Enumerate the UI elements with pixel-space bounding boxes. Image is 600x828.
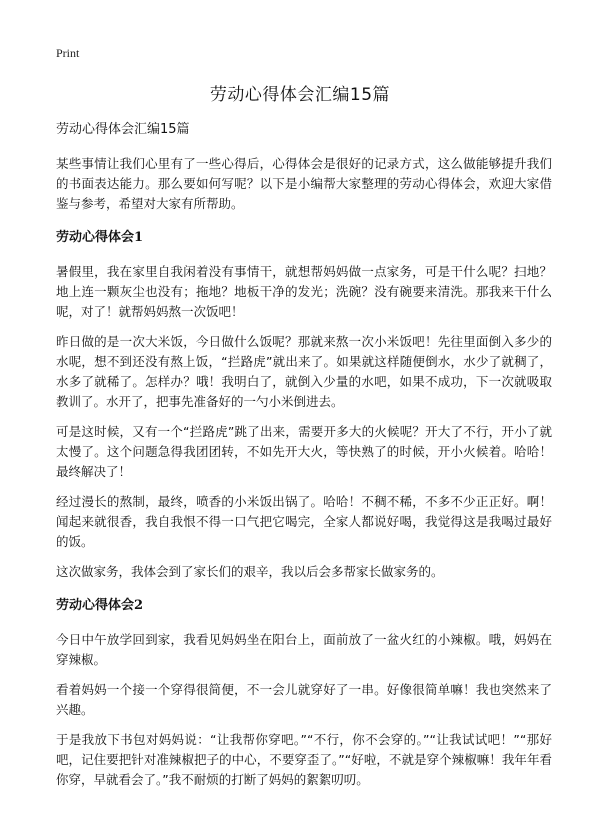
paragraph: 经过漫长的熬制，最终，喷香的小米饭出锅了。哈哈！不稠不稀，不多不少正正好。啊！闻起来就很香，我自我恨不得一口气把它喝完，全家人都说好喝，我觉得这是我喝过最好的饭。 [56, 494, 552, 549]
paragraph: 于是我放下书包对妈妈说：“让我帮你穿吧。”“不行，你不会穿的。”“让我试试吧！”“那好吧，记住要把针对准辣椒把子的中心，不要穿歪了。”“好啦，不就是穿个辣椒嘛！我年年看你穿，早就看会了。”我不耐烦的打断了妈妈的絮絮叨叨。 [56, 732, 552, 787]
section-heading: 劳动心得体会2 [56, 598, 144, 613]
intro-paragraph: 某些事情让我们心里有了一些心得后，心得体会是很好的记录方式，这么做能够提升我们的书面表达能力。那么要如何写呢？以下是小编帮大家整理的劳动心得体会，欢迎大家借鉴与参考，希望对大家有所帮助。 [56, 156, 552, 211]
paragraph: 暑假里，我在家里自我闲着没有事情干，就想帮妈妈做一点家务，可是干什么呢？扫地？地上连一颗灰尘也没有；拖地？地板干净的发光；洗碗？没有碗要来清洗。那我来干什么呢，对了！就帮妈妈熬一次饭吧！ [56, 264, 552, 319]
page-title: 劳动心得体会汇编15篇 [209, 85, 391, 105]
print-label[interactable]: Print [56, 46, 80, 60]
section-heading: 劳动心得体会1 [56, 230, 144, 245]
paragraph: 可是这时候，又有一个“拦路虎”跳了出来，需要开多大的火候呢？开大了不行，开小了就太慢了。这个问题急得我团团转，不如先开大火，等快熟了的时候，开小火候着。哈哈！最终解决了！ [56, 424, 552, 479]
section-2 [56, 596, 552, 790]
document-body [56, 120, 552, 800]
paragraph: 昨日做的是一次大米饭，今日做什么饭呢？那就来熬一次小米饭吧！先往里面倒入多少的水呢，想不到还没有熬上饭，“拦路虎”就出来了。如果就这样随便倒水，水少了就稠了，水多了就稀了。怎样办？哦！我明白了，就倒入少量的水吧，如果不成功，下一次就吸取教训了。水开了，把事先准备好的一勺小米倒进去。 [56, 334, 552, 409]
paragraph: 这次做家务，我体会到了家长们的艰辛，我以后会多帮家长做家务的。 [56, 564, 444, 579]
document-subtitle: 劳动心得体会汇编15篇 [56, 122, 190, 137]
paragraph: 看着妈妈一个接一个穿得很简便，不一会儿就穿好了一串。好像很简单嘛！我也突然来了兴趣。 [56, 682, 552, 717]
section-1 [56, 228, 552, 582]
paragraph: 今日中午放学回到家，我看见妈妈坐在阳台上，面前放了一盆火红的小辣椒。哦，妈妈在穿辣椒。 [56, 632, 552, 667]
